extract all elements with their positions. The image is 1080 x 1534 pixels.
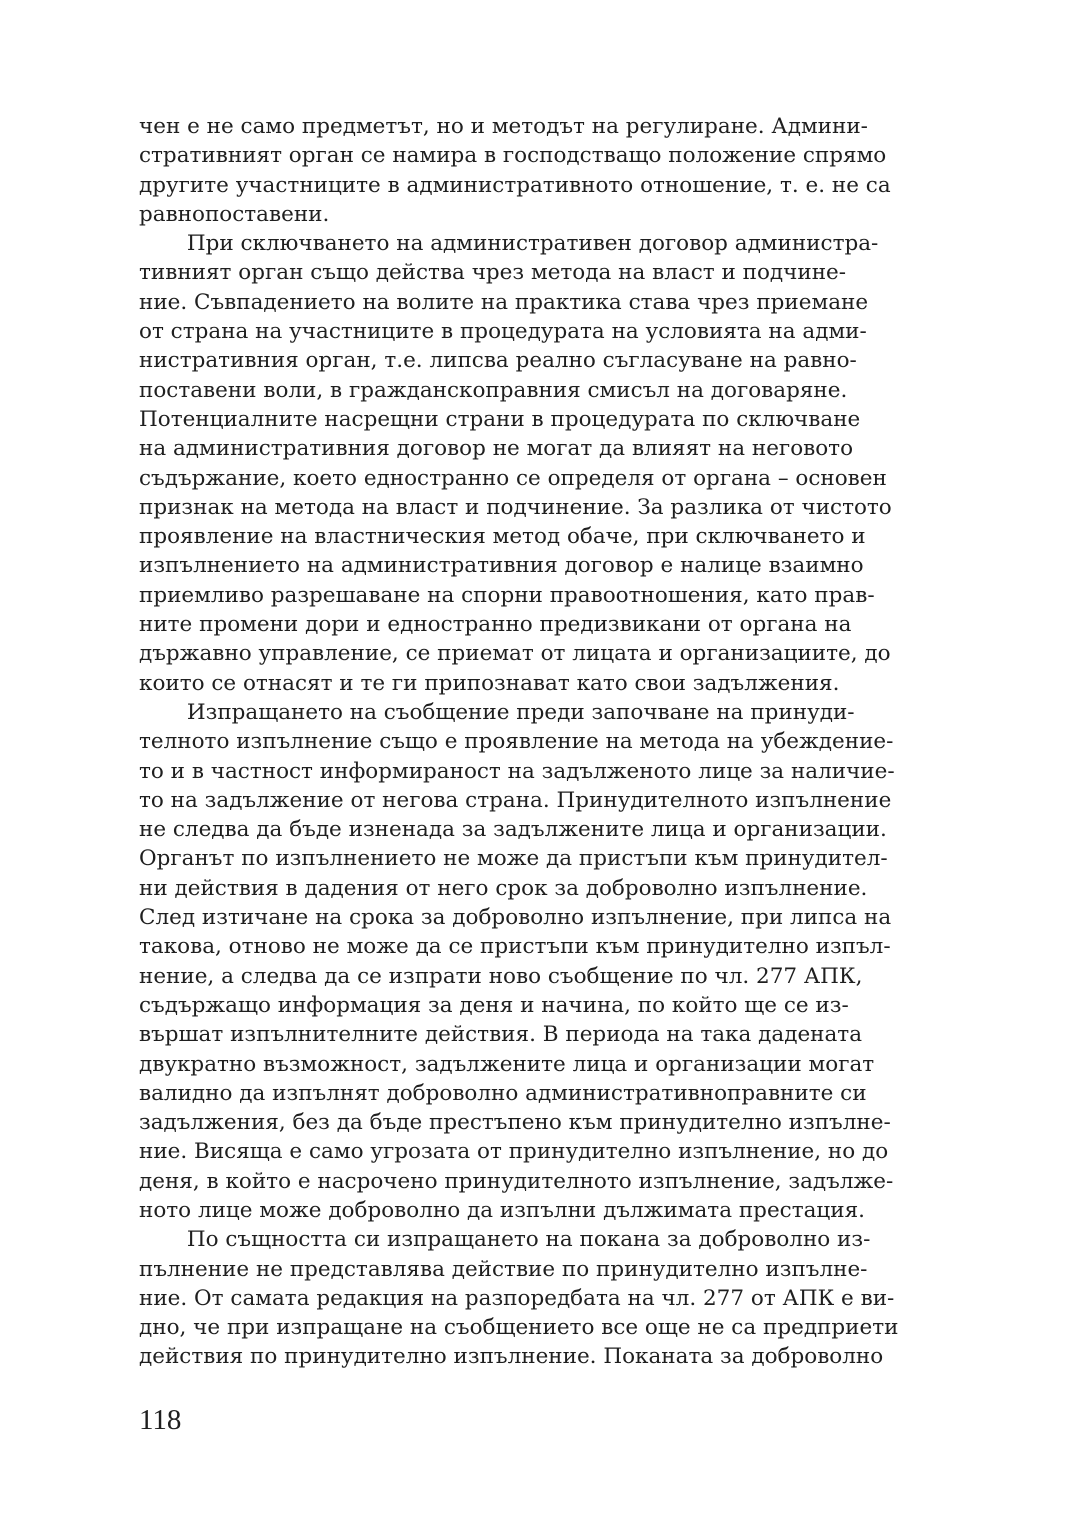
text-line: то на задължение от негова страна. Принудителното изпълнение <box>139 787 892 813</box>
text-line: задължения, без да бъде престъпено към принудително изпълне- <box>139 1110 891 1136</box>
text-line: пълнение не представлява действие по принудително изпълне- <box>139 1256 868 1282</box>
text-line: от страна на участниците в процедурата на условията на адми- <box>139 319 867 345</box>
text-line: ние. От самата редакция на разпоредбата на чл. 277 от АПК е ви- <box>139 1285 895 1311</box>
text-line: то и в частност информираност на задълженото лице за наличие- <box>139 758 895 784</box>
text-line: При сключването на административен договор администра- <box>139 231 879 257</box>
text-line: не следва да бъде изненада за задължените лица и организации. <box>139 817 887 843</box>
text-line: След изтичане на срока за доброволно изпълнение, при липса на <box>139 905 892 931</box>
text-line: нение, а следва да се изпрати ново съобщение по чл. 277 АПК, <box>139 963 863 989</box>
text-line: двукратно възможност, задължените лица и организации могат <box>139 1051 875 1077</box>
text-line: на административния договор не могат да влияят на неговото <box>139 436 854 462</box>
text-line: държавно управление, се приемат от лицата и организациите, до <box>139 641 891 667</box>
text-line: ните промени дори и едностранно предизвикани от органа на <box>139 612 852 638</box>
text-line: ние. Съвпадението на волите на практика става чрез приемане <box>139 289 869 315</box>
text-line: валидно да изпълнят доброволно административноправните си <box>139 1080 867 1106</box>
text-line: които се отнасят и те ги припознават като свои задължения. <box>139 670 840 696</box>
text-line: По същността си изпращането на покана за доброволно из- <box>139 1227 871 1253</box>
text-line: равнопоставени. <box>139 201 330 227</box>
text-line: дно, че при изпращане на съобщението все още не са предприети <box>139 1315 899 1341</box>
text-line: нистративния орган, т.е. липсва реално съгласуване на равно- <box>139 348 857 374</box>
text-line: ние. Висяща е само угрозата от принудително изпълнение, но до <box>139 1139 889 1165</box>
text-line: признак на метода на власт и подчинение. За разлика от чистото <box>139 494 892 520</box>
text-line: деня, в който е насрочено принудителното изпълнение, задълже- <box>139 1168 894 1194</box>
text-line: тивният орган също действа чрез метода на власт и подчине- <box>139 260 847 286</box>
text-line: другите участниците в административното отношение, т. е. не са <box>139 172 891 198</box>
text-line: чен е не само предметът, но и методът на регулиране. Админи- <box>139 114 868 139</box>
text-line: Потенциалните насрещни страни в процедурата по сключване <box>139 406 861 432</box>
text-line: вършат изпълнителните действия. В периода на така дадената <box>139 1022 863 1048</box>
text-line: съдържащо информация за деня и начина, по който ще се из- <box>139 992 849 1018</box>
text-line: Органът по изпълнението не може да пристъпи към принудител- <box>139 846 888 872</box>
text-line: изпълнението на административния договор е налице взаимно <box>139 553 864 579</box>
page-body <box>139 112 969 1372</box>
text-line: Изпращането на съобщение преди започване на принуди- <box>139 699 855 725</box>
text-line: ното лице може доброволно да изпълни дължимата престация. <box>139 1197 865 1223</box>
text-line: проявление на властническия метод обаче, при сключването и <box>139 524 866 550</box>
text-line: такова, отново не може да се пристъпи към принудително изпъл- <box>139 934 891 960</box>
text-line: стративният орган се намира в господстващо положение спрямо <box>139 143 887 169</box>
text-line: телното изпълнение също е проявление на метода на убеждение- <box>139 729 894 755</box>
text-line: действия по принудително изпълнение. Поканата за доброволно <box>139 1344 884 1370</box>
text-line: съдържание, което едностранно се определя от органа – основен <box>139 465 887 491</box>
text-line: ни действия в дадения от него срок за доброволно изпълнение. <box>139 875 868 901</box>
text-line: поставени воли, в гражданскоправния смисъл на договаряне. <box>139 377 848 403</box>
page-number: 118 <box>139 1404 182 1436</box>
text-line: приемливо разрешаване на спорни правоотношения, като прав- <box>139 582 875 608</box>
